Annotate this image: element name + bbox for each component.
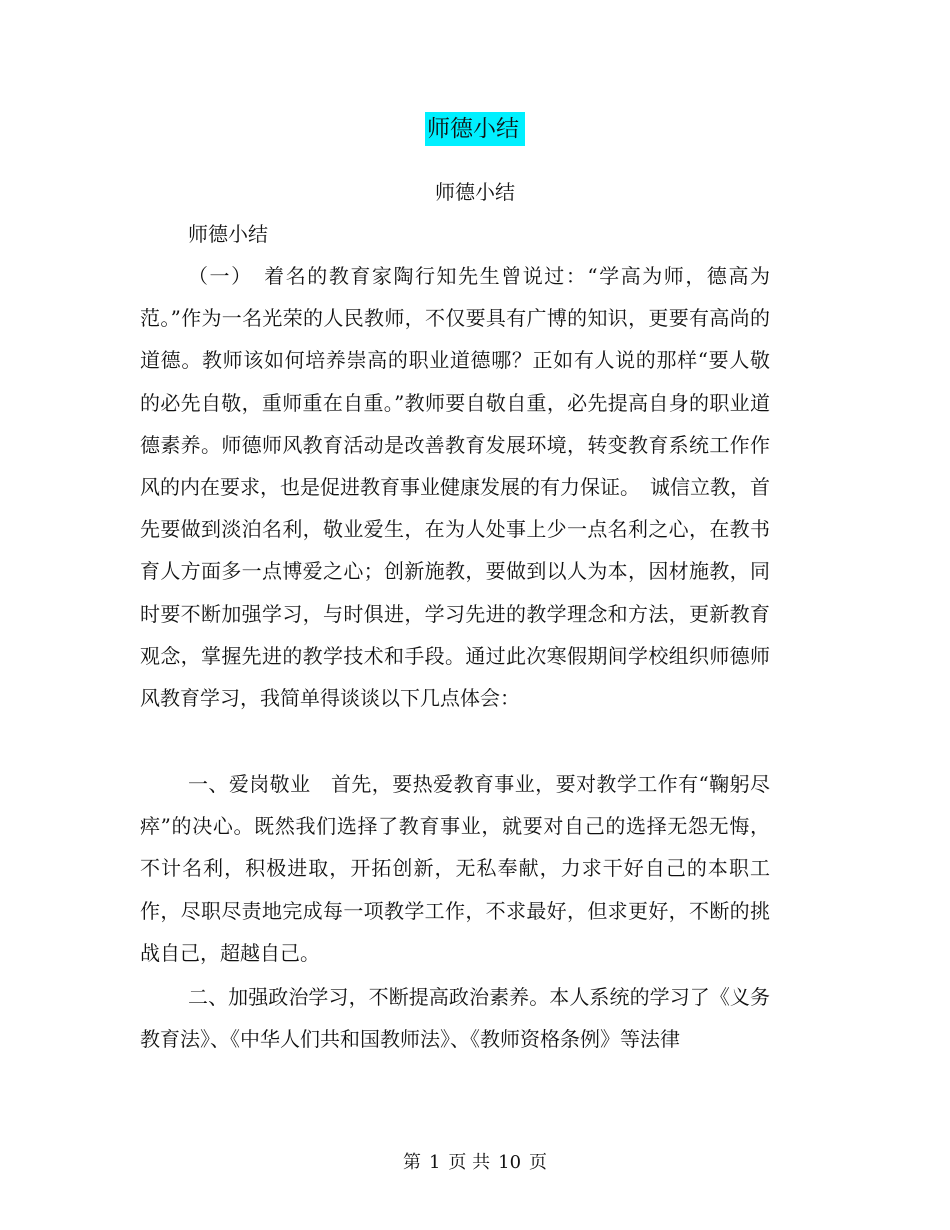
- paragraph: 二、加强政治学习，不断提高政治素养。本人系统的学习了《义务教育法》、《中华人们共和国教师法》、《教师资格条例》等法律: [140, 985, 770, 1052]
- paragraph: 一、爱岗敬业 首先，要热爱教育事业，要对教学工作有“鞠躬尽瘁”的决心。既然我们选择了教育事业，就要对自己的选择无怨无悔，不计名利，积极进取，开拓创新，无私奉献，力求干好自己的本职工作，尽职尽责地完成每一项教学工作，不求最好，但求更好，不断的挑战自己，超越自己。: [140, 772, 770, 965]
- document-title: [0, 112, 950, 146]
- current-page-number: 1: [428, 1152, 441, 1173]
- page-label-mid: 页 共: [448, 1152, 491, 1173]
- document-title-text: 师德小结: [425, 112, 525, 146]
- section-heading: 师德小结: [188, 222, 268, 246]
- page-label-prefix: 第: [402, 1152, 421, 1173]
- paragraph-block-1: [140, 255, 770, 719]
- total-pages-number: 10: [498, 1152, 522, 1173]
- page-footer: [0, 1150, 950, 1176]
- paragraph-block-2: [140, 763, 770, 974]
- document-subtitle: 师德小结: [435, 180, 515, 204]
- paragraph-block-3: [140, 976, 770, 1060]
- page-label-suffix: 页: [529, 1152, 548, 1173]
- paragraph: （一） 着名的教育家陶行知先生曾说过：“学高为师，德高为范。”作为一名光荣的人民教师，不仅要具有广博的知识，更要有高尚的道德。教师该如何培养崇高的职业道德哪？正如有人说的那样“要人敬的必先自敬，重师重在自重。”教师要自敬自重，必先提高自身的职业道德素养。师德师风教育活动是改善教育发展环境，转变教育系统工作作风的内在要求，也是促进教育事业健康发展的有力保证。 诚信立教，首先要做到淡泊名利，敬业爱生，在为人处事上少一点名利之心，在教书育人方面多一点博爱之心；创新施教，要做到以人为本，因材施教，同时要不断加强学习，与时俱进，学习先进的教学理念和方法，更新教育观念，掌握先进的教学技术和手段。通过此次寒假期间学校组织师德师风教育学习，我简单得谈谈以下几点体会：: [140, 264, 770, 711]
